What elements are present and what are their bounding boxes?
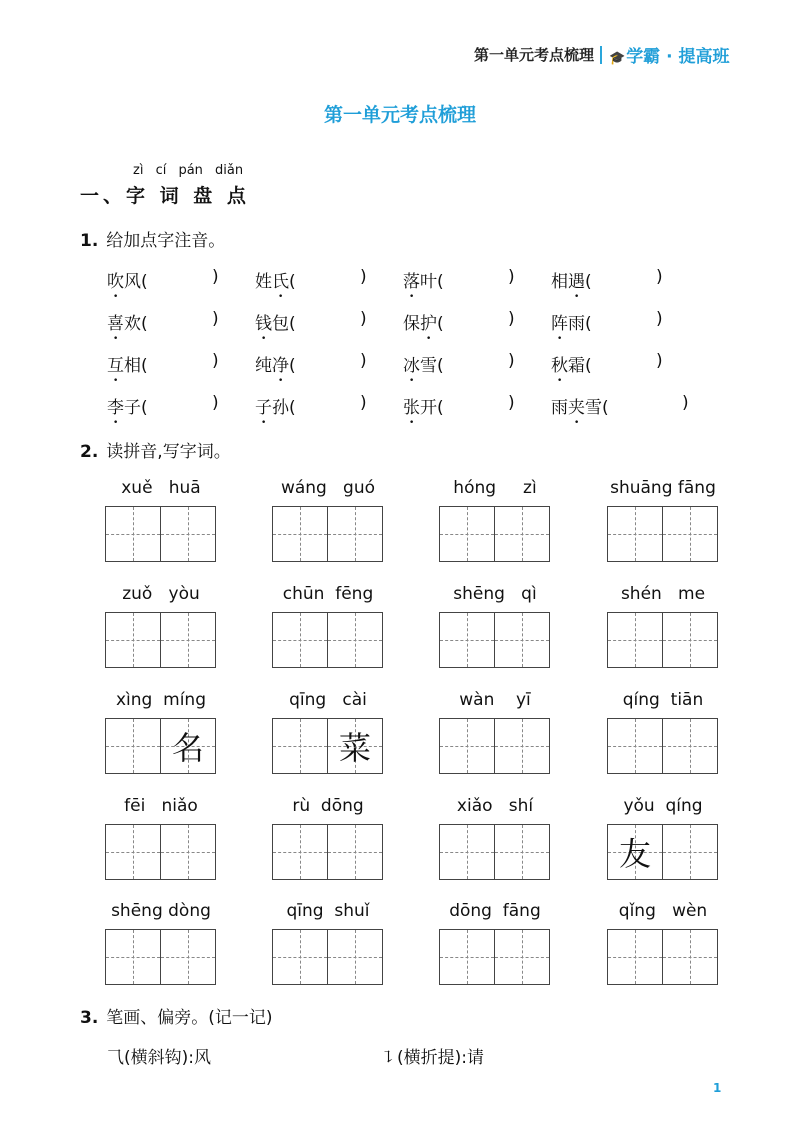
pinyin-writing-item [439, 478, 551, 568]
tianzige-box[interactable] [327, 718, 383, 774]
pinyin-item-word [255, 356, 289, 376]
dotted-char: 净 [272, 356, 289, 376]
answer-blank-close: ) [360, 351, 367, 371]
pinyin-item [255, 351, 296, 386]
dotted-char: 张 [403, 398, 420, 418]
pinyin-item-word [107, 314, 141, 334]
word-char: 欢 [124, 314, 141, 334]
pinyin-item [551, 309, 592, 344]
pinyin-item-word [403, 272, 437, 292]
prefilled-char: 名 [171, 729, 204, 767]
pinyin-writing-item [607, 901, 719, 991]
answer-blank-open[interactable]: ( [437, 272, 444, 292]
question-2 [80, 437, 231, 462]
tianzige-box[interactable] [272, 718, 328, 774]
header-unit-title: 第一单元考点梳理 [473, 46, 594, 64]
tianzige-box[interactable] [272, 506, 328, 562]
answer-blank-open[interactable]: ( [585, 314, 592, 334]
tianzige-pair [105, 506, 217, 562]
tianzige-pair [439, 824, 551, 880]
tianzige-box[interactable] [494, 612, 550, 668]
pinyin-item-word [403, 356, 437, 376]
word-char: 相 [124, 356, 141, 376]
brand-name: 学霸 · 提高班 [626, 47, 730, 67]
tianzige-pair [272, 506, 384, 562]
stroke-name: (横折提) [397, 1048, 462, 1068]
tianzige-pair [105, 612, 217, 668]
tianzige-box[interactable] [160, 929, 216, 985]
answer-blank-close: ) [212, 393, 219, 413]
pinyin-item-word [255, 314, 289, 334]
word-char: 包 [272, 314, 289, 334]
tianzige-box[interactable] [494, 929, 550, 985]
pinyin-writing-item [272, 690, 384, 780]
tianzige-pair [439, 612, 551, 668]
tianzige-pair [439, 929, 551, 985]
stroke-name: (横斜钩) [124, 1048, 189, 1068]
dotted-char: 互 [107, 356, 124, 376]
dotted-char: 氏 [272, 272, 289, 292]
pinyin-item [255, 309, 296, 344]
tianzige-box[interactable] [607, 929, 663, 985]
tianzige-pair [105, 718, 217, 774]
pinyin-label: yǒu qíng [623, 796, 703, 816]
tianzige-pair [272, 824, 384, 880]
answer-blank-open[interactable]: ( [289, 272, 296, 292]
tianzige-box[interactable] [327, 824, 383, 880]
answer-blank-close: ) [212, 351, 219, 371]
dotted-char: 冰 [403, 356, 420, 376]
stroke-item [107, 1043, 211, 1068]
answer-blank-close: ) [682, 393, 689, 413]
tianzige-pair [607, 929, 719, 985]
pinyin-label: wáng guó [280, 478, 376, 498]
answer-blank-close: ) [212, 267, 219, 287]
pinyin-label: xuě huā [121, 478, 201, 498]
dotted-char: 吹 [107, 272, 124, 292]
pinyin-writing-item [272, 901, 384, 991]
word-char: 开 [420, 398, 437, 418]
word-char: 保 [403, 314, 420, 334]
page-number: 1 [713, 1081, 722, 1095]
pinyin-writing-item [105, 901, 217, 991]
dotted-char: 喜 [107, 314, 124, 334]
question-1-text: 给加点字注音。 [106, 231, 226, 251]
pinyin-item [403, 351, 444, 386]
pinyin-item-word [551, 314, 585, 334]
tianzige-box[interactable] [439, 506, 495, 562]
pinyin-item [551, 267, 592, 302]
tianzige-pair [607, 506, 719, 562]
tianzige-box[interactable] [105, 824, 161, 880]
tianzige-box[interactable] [327, 612, 383, 668]
pinyin-writing-item [439, 796, 551, 886]
tianzige-pair [105, 824, 217, 880]
question-3-number: 3. [80, 1008, 99, 1028]
tianzige-box[interactable] [607, 506, 663, 562]
tianzige-box[interactable] [327, 929, 383, 985]
pinyin-label: qīng shuǐ [286, 901, 370, 921]
pinyin-writing-item [105, 584, 217, 674]
section-heading-pinyin: zì cí pán diǎn [133, 163, 244, 178]
tianzige-box[interactable] [439, 929, 495, 985]
pinyin-writing-item [105, 478, 217, 568]
pinyin-item [255, 393, 296, 428]
answer-blank-open[interactable]: ( [289, 314, 296, 334]
tianzige-box[interactable] [105, 612, 161, 668]
dotted-char: 李 [107, 398, 124, 418]
pinyin-label: shēng dòng [111, 901, 211, 921]
pinyin-label: qíng tiān [622, 690, 704, 710]
brand-logo [609, 42, 729, 67]
word-char: 纯 [255, 356, 272, 376]
dotted-char: 护 [420, 314, 437, 334]
word-char: 雪 [420, 356, 437, 376]
pinyin-label: zuǒ yòu [122, 584, 200, 604]
answer-blank-close: ) [360, 393, 367, 413]
pinyin-item-word [551, 272, 585, 292]
answer-blank-close: ) [508, 351, 515, 371]
question-1-number: 1. [80, 231, 99, 251]
word-char: 霜 [568, 356, 585, 376]
answer-blank-close: ) [212, 309, 219, 329]
pinyin-label: rù dōng [292, 796, 364, 816]
answer-blank-close: ) [360, 309, 367, 329]
pinyin-label: fēi niǎo [124, 796, 198, 816]
word-char: 叶 [420, 272, 437, 292]
answer-blank-close: ) [360, 267, 367, 287]
tianzige-box[interactable] [494, 506, 550, 562]
pinyin-item [255, 267, 296, 302]
graduation-cap-icon: 🎓 [609, 51, 626, 66]
pinyin-label: xìng míng [115, 690, 206, 710]
tianzige-pair [439, 506, 551, 562]
question-2-number: 2. [80, 442, 99, 462]
word-char: 风 [124, 272, 141, 292]
pinyin-label: shén me [620, 584, 706, 604]
tianzige-box[interactable] [662, 929, 718, 985]
word-char: 雨 [568, 314, 585, 334]
pinyin-item [403, 267, 444, 302]
dotted-char: 钱 [255, 314, 272, 334]
tianzige-box[interactable] [662, 506, 718, 562]
stroke-symbol: ⺄ [107, 1048, 124, 1068]
pinyin-item [107, 267, 148, 302]
pinyin-label: qīng cài [289, 690, 367, 710]
word-char: 雨 [551, 398, 568, 418]
tianzige-box[interactable] [607, 718, 663, 774]
pinyin-writing-item [607, 584, 719, 674]
tianzige-box[interactable] [607, 824, 663, 880]
question-3-text: 笔画、偏旁。(记一记) [106, 1008, 273, 1028]
pinyin-item [403, 309, 444, 344]
pinyin-writing-item [439, 690, 551, 780]
pinyin-label: shēng qì [453, 584, 537, 604]
tianzige-box[interactable] [439, 824, 495, 880]
tianzige-pair [607, 612, 719, 668]
answer-blank-close: ) [508, 393, 515, 413]
answer-blank-open[interactable]: ( [289, 398, 296, 418]
tianzige-box[interactable] [439, 718, 495, 774]
tianzige-box[interactable] [662, 718, 718, 774]
pinyin-item-word [255, 398, 289, 418]
tianzige-pair [272, 718, 384, 774]
page-title: 第一单元考点梳理 [323, 104, 476, 126]
pinyin-item-word [107, 356, 141, 376]
answer-blank-open[interactable]: ( [289, 356, 296, 376]
word-char: 子 [124, 398, 141, 418]
answer-blank-close: ) [508, 267, 515, 287]
answer-blank-close: ) [508, 309, 515, 329]
dotted-char: 秋 [551, 356, 568, 376]
pinyin-label: xiǎo shí [456, 796, 534, 816]
tianzige-box[interactable] [160, 824, 216, 880]
pinyin-item [551, 393, 609, 428]
pinyin-item-word [551, 356, 585, 376]
stroke-item [380, 1043, 484, 1068]
tianzige-pair [272, 612, 384, 668]
pinyin-writing-item [105, 690, 217, 780]
answer-blank-open[interactable]: ( [141, 398, 148, 418]
tianzige-box[interactable] [160, 612, 216, 668]
prefilled-char: 友 [618, 835, 651, 873]
pinyin-item [107, 393, 148, 428]
pinyin-item-word [551, 398, 602, 418]
question-3 [80, 1003, 273, 1028]
pinyin-item [107, 351, 148, 386]
pinyin-writing-item [105, 796, 217, 886]
pinyin-writing-item [439, 901, 551, 991]
answer-blank-open[interactable]: ( [141, 356, 148, 376]
word-char: 姓 [255, 272, 272, 292]
tianzige-box[interactable] [105, 506, 161, 562]
dotted-char: 子 [255, 398, 272, 418]
answer-blank-close: ) [656, 267, 663, 287]
stroke-example: 请 [467, 1048, 484, 1068]
section-heading: 一、字 词 盘 点 [80, 185, 250, 207]
answer-blank-open[interactable]: ( [602, 398, 609, 418]
pinyin-label: shuāng fāng [610, 478, 716, 498]
answer-blank-open[interactable]: ( [437, 314, 444, 334]
pinyin-writing-item [439, 584, 551, 674]
tianzige-box[interactable] [607, 612, 663, 668]
stroke-sep: : [188, 1048, 194, 1068]
dotted-char: 遇 [568, 272, 585, 292]
prefilled-char: 菜 [338, 729, 371, 767]
header-divider [600, 46, 602, 64]
pinyin-item [403, 393, 444, 428]
tianzige-box[interactable] [272, 929, 328, 985]
stroke-symbol: ㇊ [380, 1048, 397, 1068]
pinyin-item-word [403, 314, 437, 334]
tianzige-box[interactable] [272, 612, 328, 668]
answer-blank-close: ) [656, 309, 663, 329]
question-2-text: 读拼音,写字词。 [106, 442, 231, 462]
pinyin-item-word [403, 398, 437, 418]
word-char: 相 [551, 272, 568, 292]
pinyin-writing-item [272, 584, 384, 674]
tianzige-box[interactable] [160, 718, 216, 774]
tianzige-box[interactable] [272, 824, 328, 880]
answer-blank-open[interactable]: ( [141, 272, 148, 292]
tianzige-box[interactable] [494, 718, 550, 774]
pinyin-writing-item [272, 796, 384, 886]
tianzige-box[interactable] [494, 824, 550, 880]
tianzige-box[interactable] [662, 824, 718, 880]
pinyin-item [551, 351, 592, 386]
answer-blank-open[interactable]: ( [585, 356, 592, 376]
pinyin-item-word [107, 398, 141, 418]
tianzige-box[interactable] [439, 612, 495, 668]
dotted-char: 夹 [568, 398, 585, 418]
dotted-char: 阵 [551, 314, 568, 334]
answer-blank-close: ) [656, 351, 663, 371]
word-char: 孙 [272, 398, 289, 418]
tianzige-box[interactable] [105, 718, 161, 774]
tianzige-box[interactable] [327, 506, 383, 562]
tianzige-pair [105, 929, 217, 985]
pinyin-writing-item [607, 796, 719, 886]
pinyin-label: chūn fēng [282, 584, 374, 604]
question-1 [80, 226, 225, 251]
stroke-example: 风 [194, 1048, 211, 1068]
word-char: 雪 [585, 398, 602, 418]
stroke-sep: : [461, 1048, 467, 1068]
tianzige-pair [272, 929, 384, 985]
tianzige-box[interactable] [160, 506, 216, 562]
pinyin-item-word [107, 272, 141, 292]
answer-blank-open[interactable]: ( [437, 398, 444, 418]
tianzige-pair [439, 718, 551, 774]
pinyin-label: wàn yī [459, 690, 531, 710]
pinyin-label: qǐng wèn [618, 901, 708, 921]
answer-blank-open[interactable]: ( [437, 356, 444, 376]
pinyin-item [107, 309, 148, 344]
tianzige-box[interactable] [662, 612, 718, 668]
pinyin-writing-item [607, 690, 719, 780]
pinyin-label: dōng fāng [449, 901, 541, 921]
pinyin-writing-item [272, 478, 384, 568]
dotted-char: 落 [403, 272, 420, 292]
tianzige-box[interactable] [105, 929, 161, 985]
tianzige-pair [607, 824, 719, 880]
answer-blank-open[interactable]: ( [141, 314, 148, 334]
pinyin-item-word [255, 272, 289, 292]
pinyin-label: hóng zì [453, 478, 537, 498]
tianzige-pair [607, 718, 719, 774]
answer-blank-open[interactable]: ( [585, 272, 592, 292]
pinyin-writing-item [607, 478, 719, 568]
